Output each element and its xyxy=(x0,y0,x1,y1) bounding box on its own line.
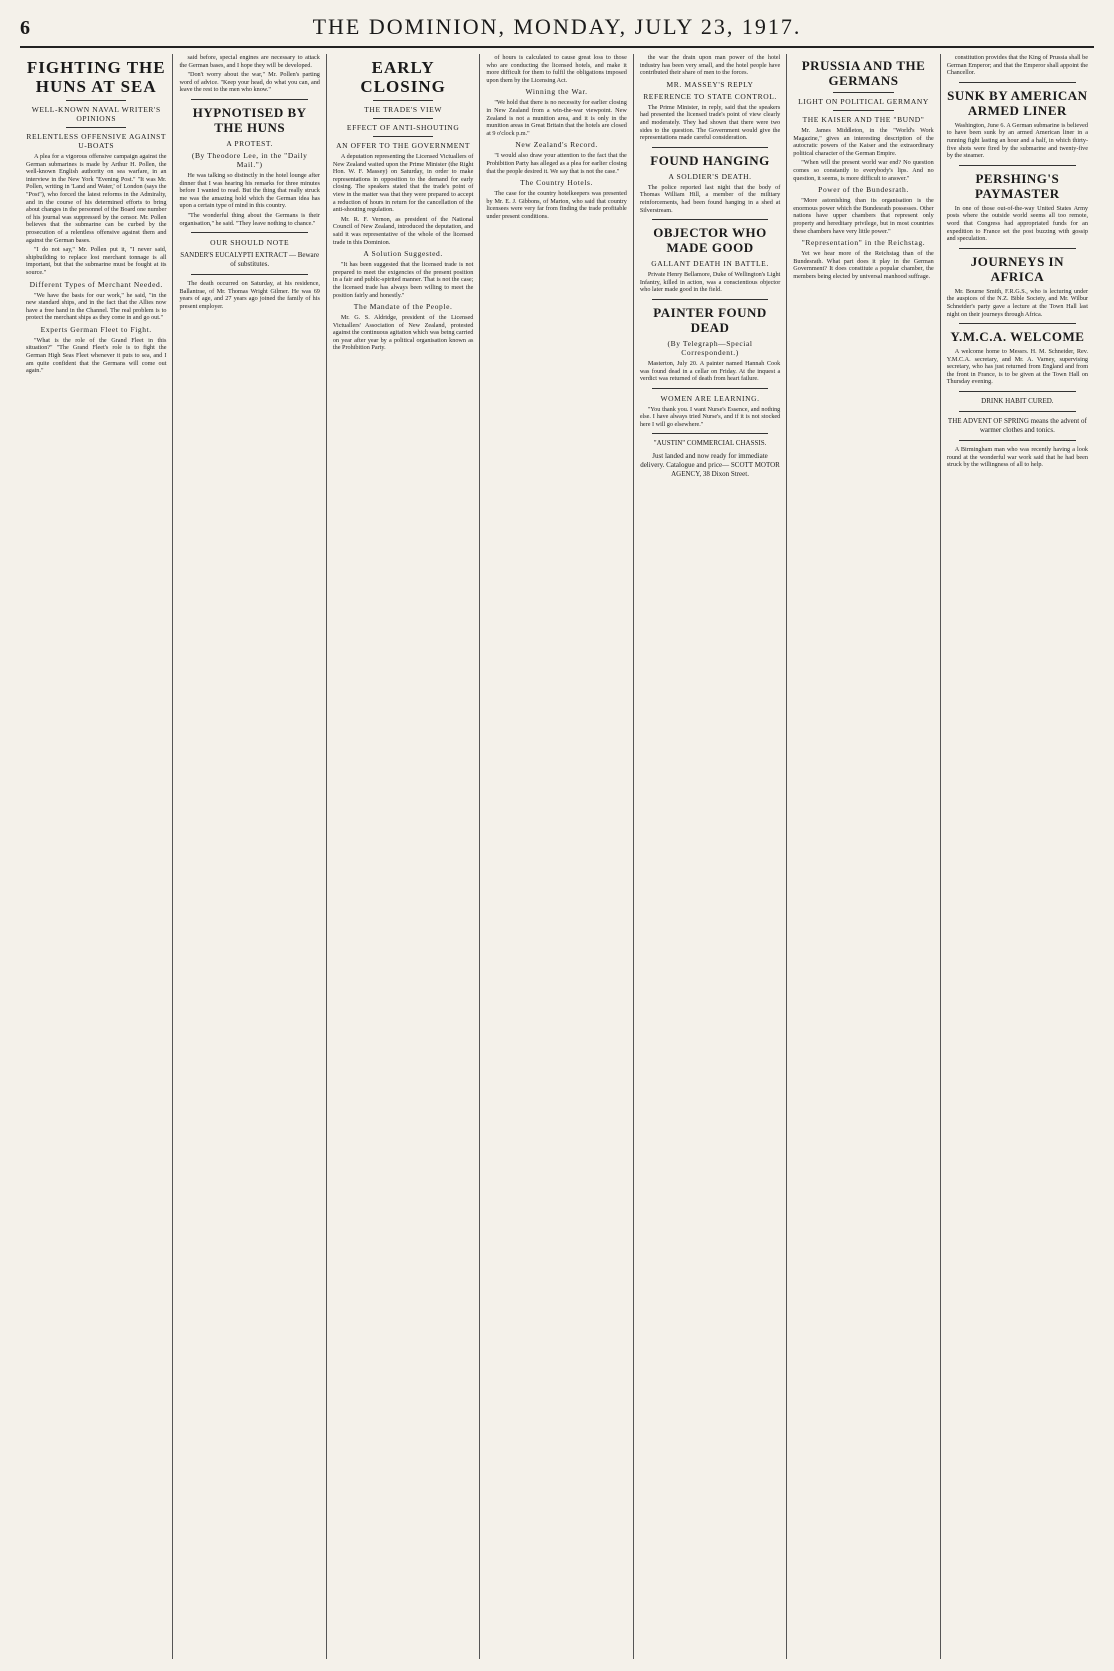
headline-journeys-africa: JOURNEYS IN AFRICA xyxy=(970,253,1064,284)
page-number: 6 xyxy=(20,17,30,39)
section-heading: OUR SHOULD NOTE xyxy=(210,238,290,248)
subheading: REFERENCE TO STATE CONTROL. xyxy=(643,91,777,101)
column-layout xyxy=(20,54,1094,1659)
article-paragraph: "You thank you. I want Nurse's Essence, and nothing else. I have always tried Nurse's, and if it is not stocked here I will go elsewhere." xyxy=(639,405,781,428)
dateline: (By Telegraph—Special Correspondent.) xyxy=(667,338,753,357)
headline-objector: OBJECTOR WHO MADE GOOD xyxy=(653,225,767,256)
section-heading: A Solution Suggested. xyxy=(363,249,443,259)
newspaper-title: THE DOMINION, MONDAY, JULY 23, 1917. xyxy=(312,14,802,39)
article-paragraph: "I would also draw your attention to the fact that the Prohibition Party has alleged as a plea for earlier closing that the people desired it. We say that is not the case." xyxy=(486,152,627,175)
advertisement-heading: THE ADVENT OF SPRING means the advent of warmer clothes and tonics. xyxy=(947,417,1087,435)
column-4 xyxy=(480,54,633,1659)
subheading: AN OFFER TO THE GOVERNMENT xyxy=(336,141,471,150)
divider xyxy=(959,411,1076,412)
divider xyxy=(959,82,1076,83)
article-paragraph: The Prime Minister, in reply, said that the speakers had presented the licensed trade's point of view clearly and moderately. They had shown that there were two sides to the question. The Government would give the representations made careful consideration. xyxy=(639,103,781,142)
divider xyxy=(191,232,307,233)
article-paragraph: of hours is calculated to cause great loss to those who are conducting the licensed hotels, and make it more difficult for them to fulfil the obligations imposed upon them by the Licensing Act. xyxy=(486,54,627,84)
article-paragraph: A deputation representing the Licensed Victuallers of New Zealand waited upon the Prime Minister (the Right Hon. W. F. Massey) on Saturday, in order to make representations in opposition to the demand for early closing. The speakers stated that the trade's point of view in the matter was that they were prepared to accept a reduction of hours in return for the cancellation of the anti-shouting regulation. xyxy=(332,153,474,214)
advertisement-heading: "AUSTIN" COMMERCIAL CHASSIS. xyxy=(653,439,767,448)
subheading: RELENTLESS OFFENSIVE AGAINST U-BOATS xyxy=(26,132,167,150)
section-heading: New Zealand's Record. xyxy=(515,140,598,150)
divider xyxy=(833,110,893,111)
divider xyxy=(652,299,768,300)
article-paragraph: A Birmingham man who was recently having a look round at the wonderful war work said that he had been struck by the willingness of all to help. xyxy=(946,446,1089,469)
divider xyxy=(191,99,307,100)
section-heading: MR. MASSEY'S REPLY xyxy=(666,79,754,89)
article-paragraph: "Don't worry about the war," Mr. Pollen's parting word of advice. "Keep your head, do what you can, and leave the rest to the men who know." xyxy=(179,71,320,94)
subheading: WELL-KNOWN NAVAL WRITER'S OPINIONS xyxy=(31,105,161,123)
column-6 xyxy=(787,54,940,1659)
article-paragraph: Mr. R. F. Vernon, as president of the National Council of New Zealand, introduced the deputation, and said it was representative of the whole of the licensed trade in this Dominion. xyxy=(332,215,474,246)
headline-early-closing: EARLY CLOSING xyxy=(360,58,446,96)
divider xyxy=(66,100,126,101)
masthead xyxy=(20,14,1094,48)
article-paragraph: said before, special engines are necessary to attack the German bases, and I hope they will be developed. xyxy=(179,54,320,69)
divider xyxy=(652,388,768,389)
headline-fighting-huns: FIGHTING THE HUNS AT SEA xyxy=(26,58,166,96)
headline-painter-found-dead: PAINTER FOUND DEAD xyxy=(653,304,767,335)
section-heading: WOMEN ARE LEARNING. xyxy=(660,393,760,403)
article-paragraph: "I do not say," Mr. Pollen put it, "I never said, shipbuilding to replace lost merchant tonnage is all important, but that the submarine must be fought at its source." xyxy=(26,246,167,276)
divider xyxy=(959,323,1076,324)
subheading: THE KAISER AND THE "BUND" xyxy=(802,115,925,124)
divider xyxy=(652,147,768,148)
divider xyxy=(66,127,126,128)
subheading: LIGHT ON POLITICAL GERMANY xyxy=(798,97,929,106)
subheading: GALLANT DEATH IN BATTLE. xyxy=(651,259,769,269)
divider xyxy=(959,165,1076,166)
article-paragraph: Private Henry Bellamore, Duke of Wellington's Light Infantry, killed in action, was a conscientious objector who later made good in the field. xyxy=(639,271,781,294)
divider xyxy=(959,391,1076,392)
headline-pershing: PERSHING'S PAYMASTER xyxy=(975,170,1060,201)
subheading: EFFECT OF ANTI-SHOUTING xyxy=(346,123,460,132)
article-paragraph: Mr. Bourne Smith, F.R.G.S., who is lecturing under the auspices of the N.Z. Bible Society, and Mr. Wilbur Schneider's party gave a lecture at the Town Hall last night on their journeys through Africa. xyxy=(946,287,1089,318)
article-paragraph: "We have the basis for our work," he said, "in the new standard ships, and in the fact that the Allies now have a free hand in the Channel. The real problem is to protect the merchant ships as they come in and go out." xyxy=(26,291,167,322)
section-heading: Power of the Bundesrath. xyxy=(818,185,909,195)
article-paragraph: "When will the present world war end? No question comes so constantly to everybody's lips. And no question, it seems, is more difficult to answer." xyxy=(793,159,934,182)
headline-ymca-welcome: Y.M.C.A. WELCOME xyxy=(950,329,1085,345)
divider xyxy=(373,136,433,137)
article-paragraph: Yet we hear more of the Reichstag than of the Bundesrath. What part does it play in the German Government? It does constitute a popular chamber, the members being elected by universal manhood suffrage. xyxy=(793,250,934,280)
article-paragraph: "It has been suggested that the licensed trade is not prepared to meet the exigencies of the present position in a fair and public-spirited manner. That is not the case; the licensed trade has always been willing to meet the position fairly and honestly." xyxy=(332,261,474,299)
byline: (By Theodore Lee, in the "Daily Mail.") xyxy=(191,150,308,169)
column-1 xyxy=(20,54,173,1659)
divider xyxy=(959,248,1076,249)
subheading: THE TRADE'S VIEW xyxy=(364,105,443,114)
article-paragraph: He was talking so distinctly in the hotel lounge after dinner that I was hearing his remarks for three minutes before I wanted to read. But the thing that really struck me was the amazing hold which the German idea has upon a certain type of mind in this country. xyxy=(179,171,320,210)
article-paragraph: "More astonishing than its organisation is the enormous power which the Bundesrath possesses. Other nations have upper chambers that represent only property and hereditary privilege, but in most countries these chambers have very little power." xyxy=(793,197,934,235)
advertisement-body: Just landed and now ready for immediate delivery. Catalogue and price— SCOTT MOTOR AGENCY, 38 Dixon Street. xyxy=(640,452,780,479)
article-paragraph: The police reported last night that the body of Thomas William Hill, a member of the military reinforcements, had been found hanging in a shed at Silverstream. xyxy=(639,183,781,214)
section-heading: "Representation" in the Reichstag. xyxy=(801,238,926,248)
article-paragraph: The case for the country hotelkeepers was presented by Mr. E. J. Gibbons, of Marton, who said that country licensees were very far from finding the trade profitable under present conditions. xyxy=(486,190,627,220)
article-paragraph: "We hold that there is no necessity for earlier closing in New Zealand from a win-the-war viewpoint. New Zealand is not a munition area, and it is only in the munition areas in Great Britain that the hotels are closed at 9 o'clock p.m." xyxy=(486,99,627,137)
article-paragraph: the war the drain upon man power of the hotel industry has been very small, and the hotel people have contributed their share of men to the forces. xyxy=(639,54,781,77)
section-heading: Experts German Fleet to Fight. xyxy=(40,324,152,334)
article-paragraph: constitution provides that the King of Prussia shall be German Emperor; and that the Emperor shall appoint the Chancellor. xyxy=(946,54,1089,77)
headline-sunk-by-liner: SUNK BY AMERICAN ARMED LINER xyxy=(947,87,1088,118)
divider xyxy=(652,433,768,434)
subheading: A SOLDIER'S DEATH. xyxy=(668,171,752,181)
section-heading: The Country Hotels. xyxy=(520,178,594,188)
article-paragraph: "The wonderful thing about the Germans is their organisation," he said. "They leave nothing to chance." xyxy=(179,211,320,227)
divider xyxy=(373,100,433,101)
advertisement-heading: DRINK HABIT CURED. xyxy=(981,397,1054,406)
article-paragraph: The death occurred on Saturday, at his residence, Ballantrae, of Mr. Thomas Wright Gilmer. He was 69 years of age, and 27 years ago joined the family of his present employer. xyxy=(179,280,320,310)
subheading: A PROTEST. xyxy=(226,138,274,148)
divider xyxy=(833,92,893,93)
column-5 xyxy=(634,54,787,1659)
article-paragraph: A welcome home to Messrs. H. M. Schneider, Rev. Y.M.C.A. secretary, and Mr. A. Varney, supervising secretary, who has just returned from England and from the front in France, is to be given at the Town Hall on Thursday evening. xyxy=(946,348,1089,386)
article-paragraph: "What is the role of the Grand Fleet in this situation?" "The Grand Fleet's role is to fight the German High Seas Fleet whenever it puts to sea, and I am quite confident that the Germans will come out again." xyxy=(26,336,167,375)
article-paragraph: Washington, June 6. A German submarine is believed to have been sunk by an armed American liner in a running fight lasting an hour and a half, in which thirty-five shots were fired by the submarine and twenty-five by the steamer. xyxy=(946,121,1089,160)
column-2 xyxy=(173,54,326,1659)
column-7 xyxy=(941,54,1094,1659)
divider xyxy=(959,440,1076,441)
article-paragraph: Mr. James Middleton, in the "World's Work Magazine," gives an interesting description of the autocratic powers of the Kaiser and the extraordinary political character of the German Empire. xyxy=(793,127,934,157)
divider xyxy=(373,118,433,119)
headline-prussia: PRUSSIA AND THE GERMANS xyxy=(801,58,926,88)
section-heading: The Mandate of the People. xyxy=(353,302,453,312)
divider xyxy=(652,219,768,220)
headline-found-hanging: FOUND HANGING xyxy=(650,152,770,168)
advertisement: SANDER'S EUCALYPTI EXTRACT — Beware of substitutes. xyxy=(180,251,320,269)
article-paragraph: Mr. G. S. Aldridge, president of the Licensed Victuallers' Association of New Zealand, protested against the continuous agitation which was being carried on year after year by a political organisation known as the Prohibition Party. xyxy=(332,314,474,352)
article-paragraph: Masterton, July 20. A painter named Hannah Cook was found dead in a cellar on Friday. At the inquest a verdict was returned of death from heart failure. xyxy=(639,359,781,383)
article-paragraph: A plea for a vigorous offensive campaign against the German submarines is made by Arthur H. Pollen, the well-known English authority on sea warfare, in an interview in the New York "Evening Post." "It was Mr. Pollen, writing in 'Land and Water,' of London (says the "Post"), who forced the latest reforms in the Admiralty, and in the course of his determined efforts to bring about changes in the personnel of the Board one number of his journal was suppressed by the censor. Mr. Pollen believes that the submarine can be curbed by the prosecution of a relentless offensive against them and against the German bases. xyxy=(26,153,167,244)
article-paragraph: In one of those out-of-the-way United States Army posts where the outside world seems all too remote, word that Congress had appropriated funds for an expedition to France set the post buzzing with gossip and speculation. xyxy=(946,204,1089,243)
column-3 xyxy=(327,54,480,1659)
divider xyxy=(191,274,307,275)
section-heading: Different Types of Merchant Needed. xyxy=(29,279,163,289)
section-heading: Winning the War. xyxy=(525,87,588,97)
headline-hypnotised: HYPNOTISED BY THE HUNS xyxy=(192,104,307,135)
